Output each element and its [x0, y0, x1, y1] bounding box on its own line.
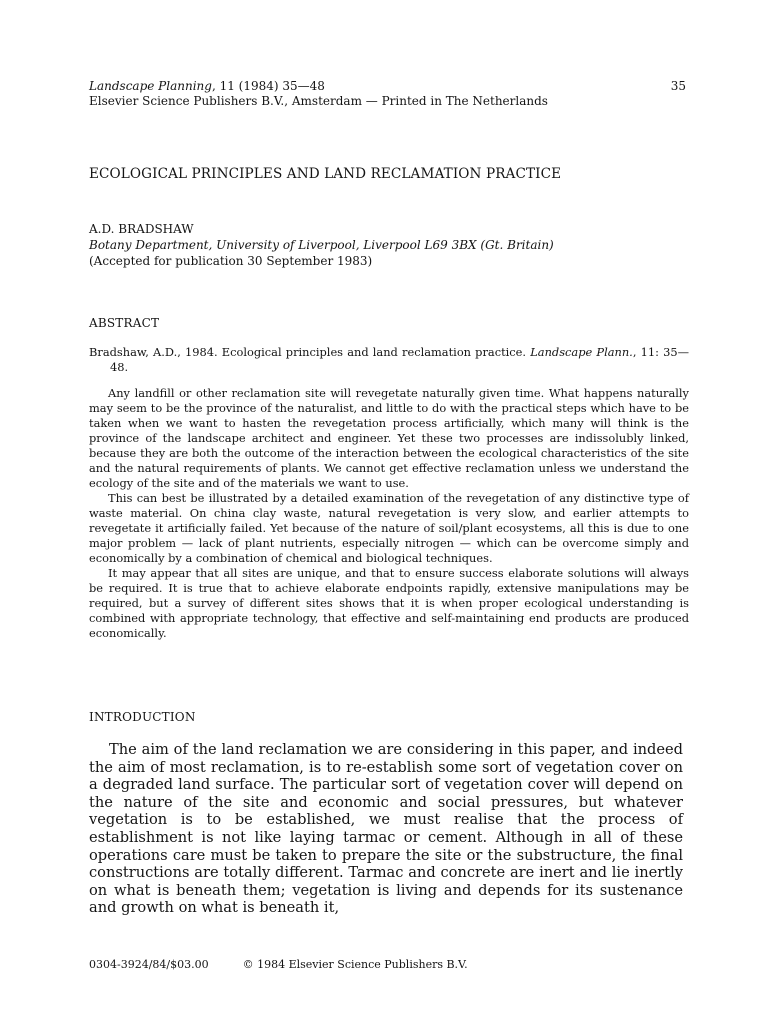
journal-citation-line: [89, 79, 689, 94]
abstract-citation: [89, 345, 689, 375]
journal-name: Landscape Planning: [89, 79, 212, 93]
journal-header: [89, 79, 689, 109]
abstract-paragraph-3: It may appear that all sites are unique, and that to ensure success elaborate solutions will always be required. It is true that to achieve elaborate endpoints rapidly, extensive manipulations may be required, but a survey of different sites shows that it is when proper ecological understanding is combined with appropriate technology, that effective and self-maintaining end products are produced economically.: [89, 566, 689, 640]
abstract-heading: ABSTRACT: [89, 316, 160, 330]
article-title: ECOLOGICAL PRINCIPLES AND LAND RECLAMATION PRACTICE: [89, 166, 562, 182]
citation-prefix: Bradshaw, A.D., 1984. Ecological principles and land reclamation practice.: [89, 345, 531, 359]
accepted-date: (Accepted for publication 30 September 1983): [89, 254, 373, 268]
abstract-paragraph-1: Any landfill or other reclamation site will revegetate naturally given time. What happens naturally may seem to be the province of the naturalist, and little to do with the practical steps which have to be taken when we want to hasten the revegetation process artificially, which many will think is the province of the landscape architect and engineer. Yet these two processes are indissolubly linked, because they are both the outcome of the interaction between the ecological characteristics of the site and the natural requirements of plants. We cannot get effective reclamation unless we understand the ecology of the site and of the materials we want to use.: [89, 386, 689, 490]
author-affiliation: Botany Department, University of Liverpool, Liverpool L69 3BX (Gt. Britain): [89, 238, 554, 252]
author-block: [89, 221, 554, 269]
citation-journal: Landscape Plann.: [530, 345, 633, 359]
author-name: A.D. BRADSHAW: [89, 222, 194, 236]
copyright-notice: © 1984 Elsevier Science Publishers B.V.: [242, 958, 468, 971]
page-footer: [89, 958, 468, 971]
citation-suffix: , 11: 35—48.: [110, 345, 689, 374]
publisher-line: Elsevier Science Publishers B.V., Amsterdam — Printed in The Netherlands: [89, 94, 548, 108]
abstract-paragraph-2: This can best be illustrated by a detailed examination of the revegetation of any distinctive type of waste material. On china clay waste, natural revegetation is very slow, and earlier attempts to revegetate it artificially failed. Yet because of the nature of soil/plant ecosystems, all this is due to one major problem — lack of plant nutrients, especially nitrogen — which can be overcome simply and economically by a combination of chemical and biological techniques.: [89, 491, 689, 565]
abstract-body: [89, 345, 689, 641]
introduction-heading: INTRODUCTION: [89, 710, 196, 724]
introduction-body: [89, 741, 683, 917]
issn-code: 0304-3924/84/$03.00: [89, 958, 209, 971]
page-number: 35: [670, 79, 686, 93]
introduction-paragraph: The aim of the land reclamation we are considering in this paper, and indeed the aim of most reclamation, is to re-establish some sort of vegetation cover on a degraded land surface. The particular sort of vegetation cover will depend on the nature of the site and economic and social pressures, but whatever vegetation is to be established, we must realise that the process of establishment is not like laying tarmac or cement. Although in all of these operations care must be taken to prepare the site or the substructure, the final constructions are totally different. Tarmac and concrete are inert and lie inertly on what is beneath them; vegetation is living and depends for its sustenance and growth on what is beneath it,: [89, 741, 683, 917]
journal-ref: , 11 (1984) 35—48: [211, 79, 325, 93]
